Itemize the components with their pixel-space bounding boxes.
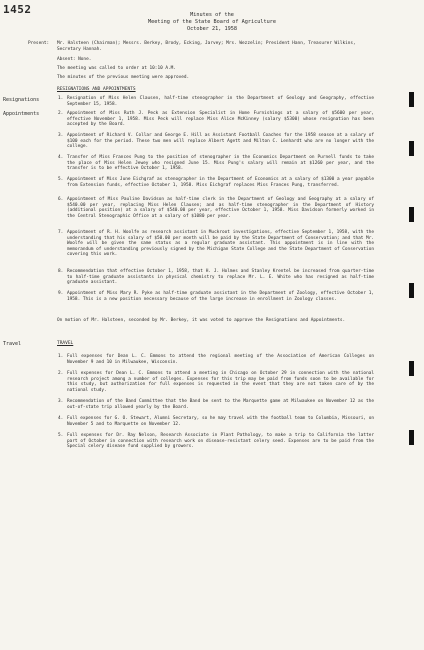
margin-mark	[409, 92, 414, 107]
minutes-approved: The minutes of the previous meeting were approved.	[57, 75, 190, 80]
absent-line: Absent: None.	[57, 57, 92, 62]
item-number: 4.	[58, 416, 64, 421]
page-number: 1452	[3, 3, 32, 16]
margin-mark	[409, 283, 414, 298]
list-item: Recommendation that effective October 1, 1958, that H. J. Holmes and Stanley Krentel be increased from quarter-time to half-time graduate assistants in physical chemistry to replace Mr. L. E. White who has resigned as half-time graduate assistant.	[67, 269, 374, 286]
list-item: Appointment of Miss Mary R. Pyke as half-time graduate assistant in the Department of Zoology, effective October 1, 1958. This is a new position necessary because of the large increase in enrollment in Zoology classes.	[67, 291, 374, 302]
header-line-1: Minutes of the	[190, 12, 234, 18]
item-number: 2.	[58, 111, 64, 116]
item-number: 3.	[58, 133, 64, 138]
item-number: 6.	[58, 197, 64, 202]
present-label: Present:	[28, 41, 50, 46]
list-item: Recommendation of the Band Committee that the Band be sent to the Marquette game at Milwaukee on November 12 as the out-of-state trip allowed yearly by the Board.	[67, 399, 374, 410]
list-item: Appointment of Miss Ruth J. Peck as Extension Specialist in Home Furnishings at a salary of $5600 per year, effective November 1, 1958. Miss Peck will replace Miss Alice McKinney (salary $5300) whose resignation has been accepted by the Board.	[67, 111, 374, 128]
item-number: 2.	[58, 371, 64, 376]
list-item: Full expenses for Dean L. C. Emmons to attend a meeting in Chicago on October 29 in connection with the national research project among a number of colleges. Expenses for this trip may be paid from funds soon to be available for this study, but authorization for full expenses is requested in the event that they are not taken care of by the national study.	[67, 371, 374, 393]
item-number: 1.	[58, 354, 64, 359]
item-number: 9.	[58, 291, 64, 296]
list-item: Full expenses for Dr. Ray Nelson, Research Associate in Plant Pathology, to make a trip to California the latter part of October in connection with research work on disease-resistant celery seed. Expenses are to be paid from the Special celery disease fund supplied by growers.	[67, 433, 374, 450]
side-label-travel: Travel	[3, 341, 22, 347]
margin-mark	[409, 361, 414, 376]
side-label-resignations: Resignations	[3, 97, 40, 103]
list-item: Full expenses for G. O. Stewart, Alumni Secretary, so he may travel with the football team to Columbia, Missouri, on November 5 and to Marquette on November 12.	[67, 416, 374, 427]
side-label-appointments: Appointments	[3, 111, 40, 117]
section-title-travel: TRAVEL	[57, 341, 74, 346]
present-text: Mr. Halsteen (Chairman); Messrs. Berkey, Brody, Ecking, Jarvey; Mrs. Wezzelin; President Hann, Treasurer Wilkins, Secretary Hannah.	[57, 41, 356, 52]
item-number: 4.	[58, 155, 64, 160]
margin-mark	[409, 141, 414, 156]
item-number: 8.	[58, 269, 64, 274]
list-item: Appointment of R. H. Woolfe as research assistant in Muckroot investigations, effective September 1, 1958, with the understanding that his salary of $50.00 per month will be paid by the State Department of Conservation; and that Mr. Woolfe will be given the same status as a regular graduate assistant. This appointment is in line with the memorandum of understanding previously signed by the Michigan State College and the State Department of Conservation covering this work.	[67, 230, 374, 258]
margin-mark	[409, 207, 414, 222]
list-item: Transfer of Miss Frances Pung to the position of stenographer in the Economics Department on Purnell funds to take the place of Miss Helen Jewey who resigned June 15. Miss Pung's salary will remain at $1260 per year, and the transfer is to be effective October 1, 1958.	[67, 155, 374, 172]
called-to-order: The meeting was called to order at 10:10 A.M.	[57, 66, 176, 71]
list-item: Appointment of Miss Pauline Davidson as half-time clerk in the Department of Geology and Geography at a salary of $540.00 per year, replacing Miss Helen Clausen; and as half-time stenographer in the Department of History (additional position) at a salary of $540.00 per year, effective October 1, 1958. Miss Davidson formerly worked in the Central Stenographic Office at a salary of $1080 per year.	[67, 197, 374, 219]
item-number: 3.	[58, 399, 64, 404]
list-item: Appointment of Miss June Eichgraf as stenographer in the Department of Economics at a salary of $1300 a year payable from Extension funds, effective October 1, 1958. Miss Eichgraf replaces Miss Frances Pung, transferred.	[67, 177, 374, 188]
list-item: Resignation of Miss Helen Clausen, half-time stenographer in the Department of Geology and Geography, effective September 15, 1958.	[67, 96, 374, 107]
margin-mark	[409, 430, 414, 445]
list-item: Appointment of Richard V. Collar and George E. Hill as Assistant Football Coaches for the 1958 season at a salary of $100 each for the period. These two men will replace Albert Agett and Milton C. Lenhardt who are no longer with the college.	[67, 133, 374, 150]
item-number: 5.	[58, 177, 64, 182]
header-line-2: Meeting of the State Board of Agriculture	[147, 19, 277, 25]
item-number: 1.	[58, 96, 64, 101]
motion-text: On motion of Mr. Halsteen, seconded by Mr. Berkey, it was voted to approve the Resignations and Appointments.	[57, 318, 346, 323]
item-number: 5.	[58, 433, 64, 438]
section-title-resignations-appointments: RESIGNATIONS AND APPOINTMENTS	[57, 87, 136, 92]
header-line-3: October 21, 1958	[187, 26, 237, 32]
item-number: 7.	[58, 230, 64, 235]
list-item: Full expenses for Dean L. C. Emmons to attend the regional meeting of the Association of American Colleges on November 9 and 10 in Milwaukee, Wisconsin.	[67, 354, 374, 365]
